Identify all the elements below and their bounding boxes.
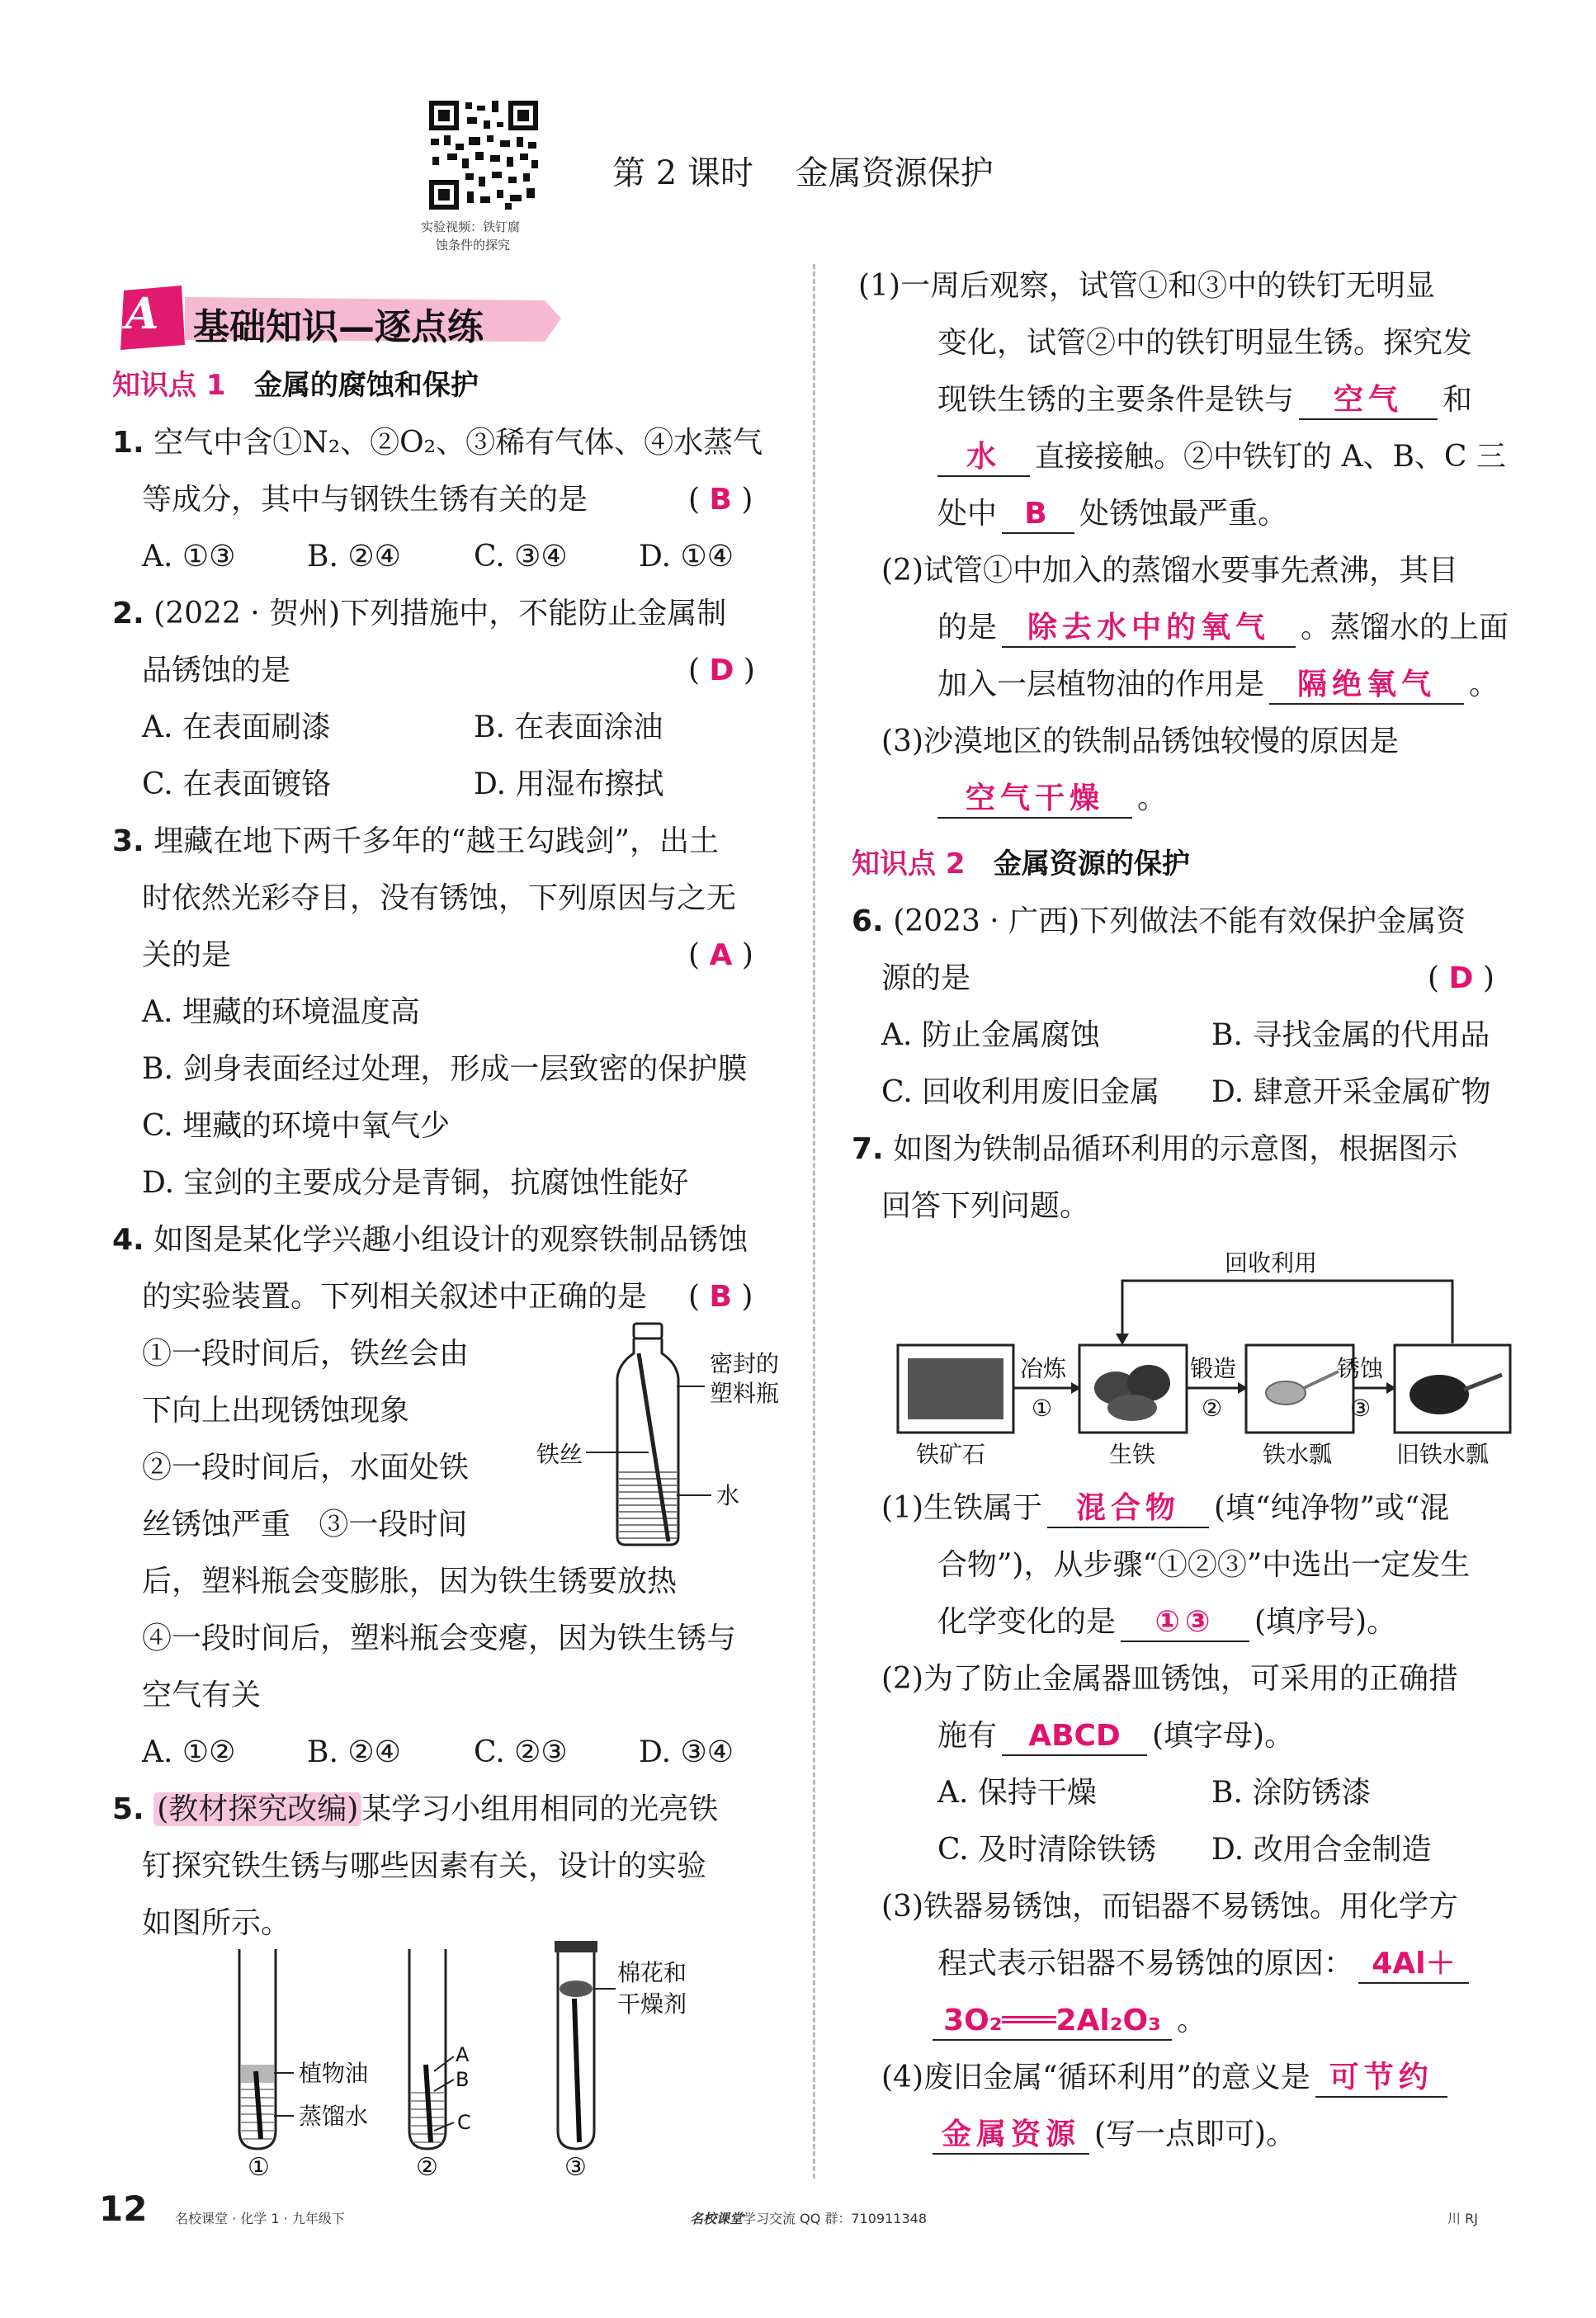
q3-text1: 埋藏在地下两千多年的“越王勾践剑”，出土 [153, 824, 719, 858]
q4-option-a: A. ①② [142, 1735, 236, 1769]
kp1-label: 知识点 1 [112, 369, 226, 402]
q7-recycle-figure [891, 1243, 1518, 1477]
section-badge: A [125, 289, 159, 339]
q3-option-b: B. 剑身表面经过处理，形成一层致密的保护膜 [142, 1052, 748, 1086]
q7-step-1-label: 冶炼 [1020, 1355, 1067, 1382]
q7-p2-option-c: C. 及时清除铁锈 [937, 1833, 1157, 1867]
qr-code [426, 97, 541, 213]
q7-answer-steps: ①③ [1121, 1604, 1249, 1642]
footer-logo: 名校课堂 [690, 2211, 744, 2226]
q6-option-a: A. 防止金属腐蚀 [881, 1018, 1100, 1052]
q4-statement-1a: ①一段时间后，铁丝会由 [142, 1337, 470, 1371]
q7-p4-line2 [933, 2106, 1296, 2163]
q4-label-water: 水 [716, 1482, 740, 1509]
q5-answer-desert: 空气干燥 [937, 781, 1132, 819]
q1-line1 [112, 414, 763, 471]
footer-qq-text: 学习交流 QQ 群：710911348 [743, 2211, 927, 2226]
q7-answer-equation-1: 4Al＋ [1358, 1946, 1469, 1984]
q7-answer-mixture: 混合物 [1047, 1490, 1209, 1528]
q5-answer-water: 水 [937, 439, 1030, 477]
q5-p2-text2: 的是 [937, 611, 998, 644]
qr-caption-1: 实验视频：铁钉腐 [421, 220, 521, 234]
q5-p2-text3-end: 。 [1469, 668, 1499, 701]
q7-p2-text2-end: (填字母)。 [1152, 1719, 1295, 1753]
q5-p1-line3 [937, 371, 1472, 428]
q2-answer-bracket: ( D ) [688, 654, 755, 687]
q1-option-c: C. ③④ [474, 540, 568, 574]
q5-tube-2-label: ② [416, 2153, 438, 2180]
q5-test-tubes-figure [215, 1941, 726, 2183]
section-title: 基础知识—逐点练 [193, 306, 484, 348]
q1-number: 1. [112, 426, 144, 460]
knowledge-point-2 [852, 835, 1190, 893]
q4-line1 [112, 1211, 748, 1268]
q2-option-a: A. 在表面刷漆 [142, 711, 331, 744]
q7-p1-text1: (1)生铁属于 [881, 1491, 1042, 1525]
q7-line1 [852, 1121, 1457, 1178]
q5-line1 [112, 1781, 718, 1838]
q5-tube-3-label: ③ [564, 2153, 587, 2180]
q3-line1 [112, 813, 719, 870]
column-divider [813, 264, 815, 2179]
q6-answer-bracket: ( D ) [1428, 961, 1494, 995]
q3-option-a: A. 埋藏的环境温度高 [142, 995, 420, 1029]
q5-p1-text5: 处中 [937, 497, 998, 531]
q5-text1: 某学习小组用相同的光亮铁 [361, 1792, 719, 1826]
q7-p2-line1: (2)为了防止金属器皿锈蚀，可采用的正确措 [881, 1662, 1458, 1696]
q4-option-c: C. ②③ [474, 1735, 568, 1769]
q7-box-ore: 铁矿石 [916, 1441, 986, 1468]
q5-label-c: C [457, 2111, 471, 2134]
q7-recycle-label: 回收利用 [1225, 1249, 1318, 1277]
q2-line2: 品锈蚀的是 [142, 654, 291, 687]
q7-p3-line3 [933, 1992, 1206, 2049]
q1-text1: 空气中含①N₂、②O₂、③稀有气体、④水蒸气 [153, 426, 763, 460]
q1-option-a: A. ①③ [142, 540, 236, 574]
q5-number: 5. [112, 1792, 144, 1826]
q7-answer-equation-2: 3O₂═══2Al₂O₃ [933, 2003, 1172, 2041]
q5-p2-text2-end: 。蒸馏水的上面 [1301, 611, 1509, 644]
q7-line2: 回答下列问题。 [881, 1189, 1090, 1223]
footer-edition: 川 RJ [1447, 2211, 1478, 2226]
q5-p2-line3 [937, 656, 1499, 713]
q5-p1-line5 [937, 485, 1287, 542]
q7-step-1-number: ① [1032, 1395, 1053, 1422]
q4-label-bottle-2: 塑料瓶 [710, 1380, 780, 1407]
q4-statement-2b: 丝锈蚀严重 ③一段时间 [142, 1508, 468, 1541]
q7-box-old-ladle: 旧铁水瓢 [1396, 1441, 1490, 1468]
q4-label-bottle: 密封的 [710, 1350, 780, 1377]
q5-p1-text5-end: 处锈蚀最严重。 [1079, 497, 1288, 531]
q7-answer-measures: ABCD [1002, 1718, 1147, 1756]
q5-p1-line2: 变化，试管②中的铁钉明显生锈。探究发 [937, 326, 1473, 360]
q7-p1-text3-end: (填序号)。 [1254, 1605, 1397, 1639]
q4-option-b: B. ②④ [307, 1735, 401, 1769]
q4-number: 4. [112, 1223, 144, 1257]
page-number: 12 [99, 2188, 148, 2229]
q7-p3-line2 [937, 1935, 1474, 1992]
q7-p2-option-b: B. 涂防锈漆 [1211, 1776, 1372, 1810]
q6-line1 [852, 893, 1466, 950]
q1-line2: 等成分，其中与钢铁生锈有关的是 [142, 483, 588, 517]
q4-label-wire: 铁丝 [536, 1441, 583, 1468]
q7-p4-line1 [881, 2049, 1452, 2106]
q4-statement-2a: ②一段时间后，水面处铁 [142, 1451, 470, 1485]
q4-bottle-figure [536, 1320, 792, 1555]
q4-statement-3: 后，塑料瓶会变膨胀，因为铁生锈要放热 [142, 1565, 678, 1598]
q5-label-water: 蒸馏水 [299, 2103, 369, 2130]
q7-text1: 如图为铁制品循环利用的示意图，根据图示 [893, 1132, 1458, 1166]
q5-answer-location: B [1002, 496, 1074, 534]
q7-step-3-label: 锈蚀 [1337, 1355, 1384, 1382]
q5-p1-line1: (1)一周后观察，试管①和③中的铁钉无明显 [858, 269, 1435, 303]
q2-number: 2. [112, 597, 144, 630]
kp2-title: 金属资源的保护 [993, 847, 1190, 880]
q7-p2-option-a: A. 保持干燥 [937, 1776, 1097, 1810]
q6-number: 6. [852, 904, 884, 938]
q2-option-b: B. 在表面涂油 [474, 711, 663, 744]
q4-statement-4a: ④一段时间后，塑料瓶会变瘪，因为铁生锈与 [142, 1622, 737, 1655]
q3-number: 3. [112, 824, 144, 858]
q5-p1-text3: 现铁生锈的主要条件是铁与 [937, 383, 1295, 417]
q7-answer-meaning-2: 金属资源 [933, 2117, 1089, 2155]
q3-answer: A [709, 938, 733, 972]
q7-step-3-number: ③ [1350, 1395, 1372, 1422]
q7-box-ladle: 铁水瓢 [1263, 1441, 1333, 1468]
q6-option-c: C. 回收利用废旧金属 [881, 1075, 1160, 1109]
q5-line3: 如图所示。 [142, 1906, 291, 1940]
q1-answer-bracket: ( B ) [688, 483, 753, 517]
q5-label-b: B [456, 2068, 470, 2091]
q3-answer-bracket: ( A ) [688, 938, 753, 972]
q5-p3-line2 [937, 770, 1167, 827]
q7-p1-line3 [937, 1593, 1396, 1650]
q2-answer: D [709, 654, 734, 687]
footer-qq-group [690, 2208, 927, 2227]
q4-statement-1b: 下向上出现锈蚀现象 [142, 1394, 410, 1428]
q7-p3-line1: (3)铁器易锈蚀，而铝器不易锈蚀。用化学方 [881, 1890, 1458, 1924]
q7-step-2-label: 锻造 [1190, 1355, 1237, 1382]
q7-p1-line2: 合物”)，从步骤“①②③”中选出一定发生 [937, 1548, 1471, 1582]
q7-step-2-number: ② [1202, 1395, 1223, 1422]
kp2-label: 知识点 2 [852, 847, 966, 880]
q7-number: 7. [852, 1132, 884, 1166]
q5-p2-line2 [937, 599, 1509, 656]
kp1-title: 金属的腐蚀和保护 [253, 369, 479, 402]
q5-p2-line1: (2)试管①中加入的蒸馏水要事先煮沸，其目 [881, 554, 1458, 588]
q7-p2-line2 [937, 1707, 1294, 1764]
q5-label-cotton-1: 棉花和 [617, 1959, 687, 1986]
q7-p4-text1: (4)废旧金属“循环利用”的意义是 [881, 2061, 1310, 2094]
q7-p2-option-d: D. 改用合金制造 [1211, 1833, 1432, 1867]
q5-answer-air: 空气 [1299, 382, 1438, 420]
q5-line2: 钉探究铁生锈与哪些因素有关，设计的实验 [142, 1849, 707, 1883]
q5-p3-text2-end: 。 [1137, 781, 1168, 815]
q3-line3: 关的是 [142, 938, 232, 972]
q4-line2: 的实验装置。下列相关叙述中正确的是 [142, 1280, 648, 1314]
q2-line1 [112, 585, 726, 642]
q5-p3-line1: (3)沙漠地区的铁制品锈蚀较慢的原因是 [881, 725, 1399, 758]
q6-text1: (2023 · 广西)下列做法不能有效保护金属资 [893, 904, 1466, 938]
q4-answer-bracket: ( B ) [688, 1280, 753, 1314]
q5-label-oil: 植物油 [299, 2060, 369, 2087]
q5-p2-text3: 加入一层植物油的作用是 [937, 668, 1265, 701]
q5-tube-1-label: ① [248, 2153, 270, 2180]
q5-label-a: A [456, 2043, 470, 2066]
q1-option-b: B. ②④ [307, 540, 401, 574]
q4-text1: 如图是某化学兴趣小组设计的观察铁制品锈蚀 [153, 1223, 748, 1257]
q1-option-d: D. ①④ [639, 540, 734, 574]
q3-option-c: C. 埋藏的环境中氧气少 [142, 1109, 451, 1143]
q5-label-cotton-2: 干燥剂 [617, 1990, 687, 2018]
q7-p2-text2: 施有 [937, 1719, 998, 1753]
footer-book-title: 名校课堂 · 化学 1 · 九年级下 [175, 2211, 345, 2226]
knowledge-point-1 [112, 356, 479, 414]
q5-p1-text4: 直接接触。②中铁钉的 A、B、C 三 [1035, 440, 1506, 474]
q5-answer-oil: 隔绝氧气 [1269, 667, 1464, 705]
q5-p1-line4 [937, 428, 1506, 485]
q6-option-b: B. 寻找金属的代用品 [1211, 1018, 1490, 1052]
q5-tag: (教材探究改编) [153, 1792, 361, 1826]
q6-line2: 源的是 [881, 961, 971, 995]
q7-answer-meaning-1: 可节约 [1315, 2060, 1447, 2098]
q3-line2: 时依然光彩夺目，没有锈蚀，下列原因与之无 [142, 881, 737, 915]
q2-text1: (2022 · 贺州)下列措施中，不能防止金属制 [153, 597, 727, 630]
q5-answer-boil: 除去水中的氧气 [1002, 610, 1296, 648]
q4-option-d: D. ③④ [639, 1735, 734, 1769]
q4-answer: B [709, 1280, 732, 1314]
qr-caption-2: 蚀条件的探究 [436, 238, 511, 253]
q4-statement-4b: 空气有关 [142, 1678, 262, 1712]
q7-p3-text3-end: 。 [1177, 2004, 1207, 2037]
q2-option-c: C. 在表面镀铬 [142, 767, 332, 801]
q7-p4-text2-end: (写一点即可)。 [1094, 2117, 1296, 2151]
q7-box-pig-iron: 生铁 [1109, 1441, 1156, 1468]
q3-option-d: D. 宝剑的主要成分是青铜，抗腐蚀性能好 [142, 1166, 689, 1200]
q1-answer: B [709, 483, 732, 517]
lesson-title: 第 2 课时 金属资源保护 [612, 154, 994, 192]
q7-p1-line1 [881, 1480, 1449, 1537]
q7-p3-text2: 程式表示铝器不易锈蚀的原因： [937, 1947, 1354, 1980]
q7-p1-text3: 化学变化的是 [937, 1605, 1117, 1639]
q7-p1-text1-end: (填“纯净物”或“混 [1214, 1491, 1450, 1525]
q6-answer: D [1448, 961, 1474, 995]
q2-option-d: D. 用湿布擦拭 [474, 767, 664, 801]
q6-option-d: D. 肆意开采金属矿物 [1211, 1075, 1491, 1109]
q5-p1-and: 和 [1443, 383, 1473, 417]
